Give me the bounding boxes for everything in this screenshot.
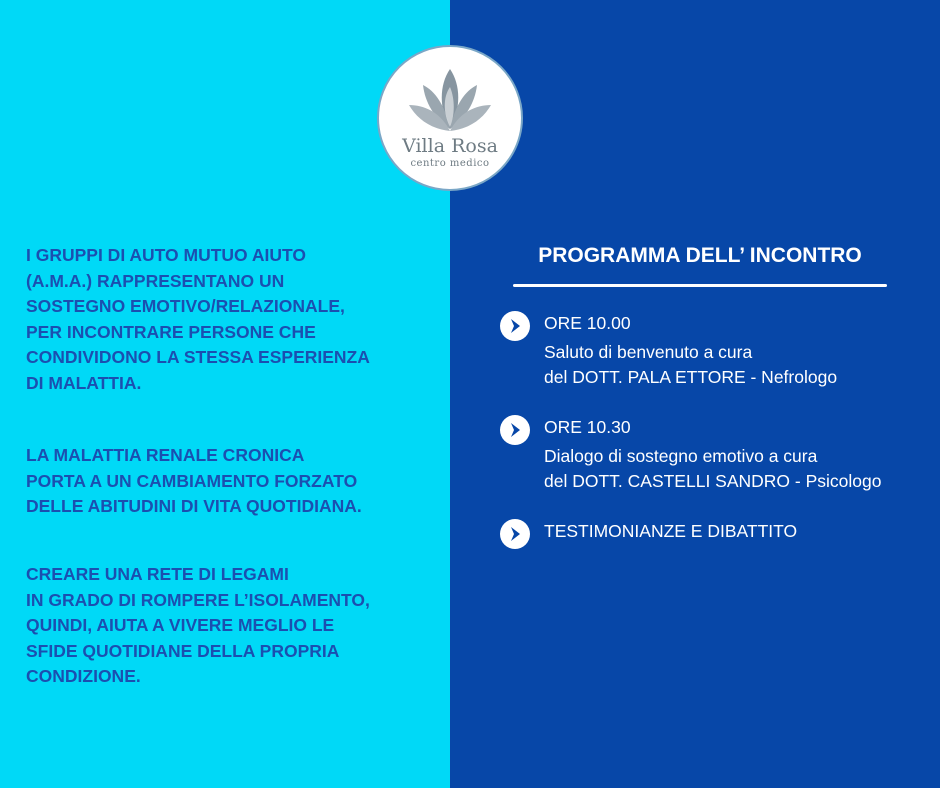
program-item-time: ORE 10.00 (544, 313, 631, 333)
program-title: PROGRAMMA DELL’ INCONTRO (538, 244, 862, 267)
logo-tagline: centro medico (410, 158, 490, 169)
chevron-right-circle-icon (500, 415, 530, 445)
intro-paragraph: I GRUPPI DI AUTO MUTUO AIUTO (A.M.A.) RAPPRESENTANO UN SOSTEGNO EMOTIVO/RELAZIONALE, PER INCONTRARE PERSONE CHE CONDIVIDONO LA STESSA ESPERIENZA DI MALATTIA. (26, 245, 370, 393)
network-paragraph: CREARE UNA RETE DI LEGAMI IN GRADO DI ROMPERE L’ISOLAMENTO, QUINDI, AIUTA A VIVERE MEGLIO LE SFIDE QUOTIDIANE DELLA PROPRIA CONDIZIONE. (26, 564, 370, 686)
chevron-right-circle-icon (500, 311, 530, 341)
program-item-description: Dialogo di sostegno emotivo a cura del DOTT. CASTELLI SANDRO - Psicologo (544, 446, 882, 491)
title-underline (513, 284, 887, 287)
program-item-time: TESTIMONIANZE E DIBATTITO (544, 521, 798, 541)
right-panel (450, 0, 940, 788)
program-item-time: ORE 10.30 (544, 417, 631, 437)
chevron-right-circle-icon (500, 519, 530, 549)
program-item-description: Saluto di benvenuto a cura del DOTT. PALA ETTORE - Nefrologo (544, 342, 838, 387)
logo-name: Villa Rosa (402, 135, 498, 157)
villa-rosa-logo (377, 45, 523, 191)
kidney-disease-paragraph: LA MALATTIA RENALE CRONICA PORTA A UN CAMBIAMENTO FORZATO DELLE ABITUDINI DI VITA QUOTIDIANA. (26, 445, 362, 516)
